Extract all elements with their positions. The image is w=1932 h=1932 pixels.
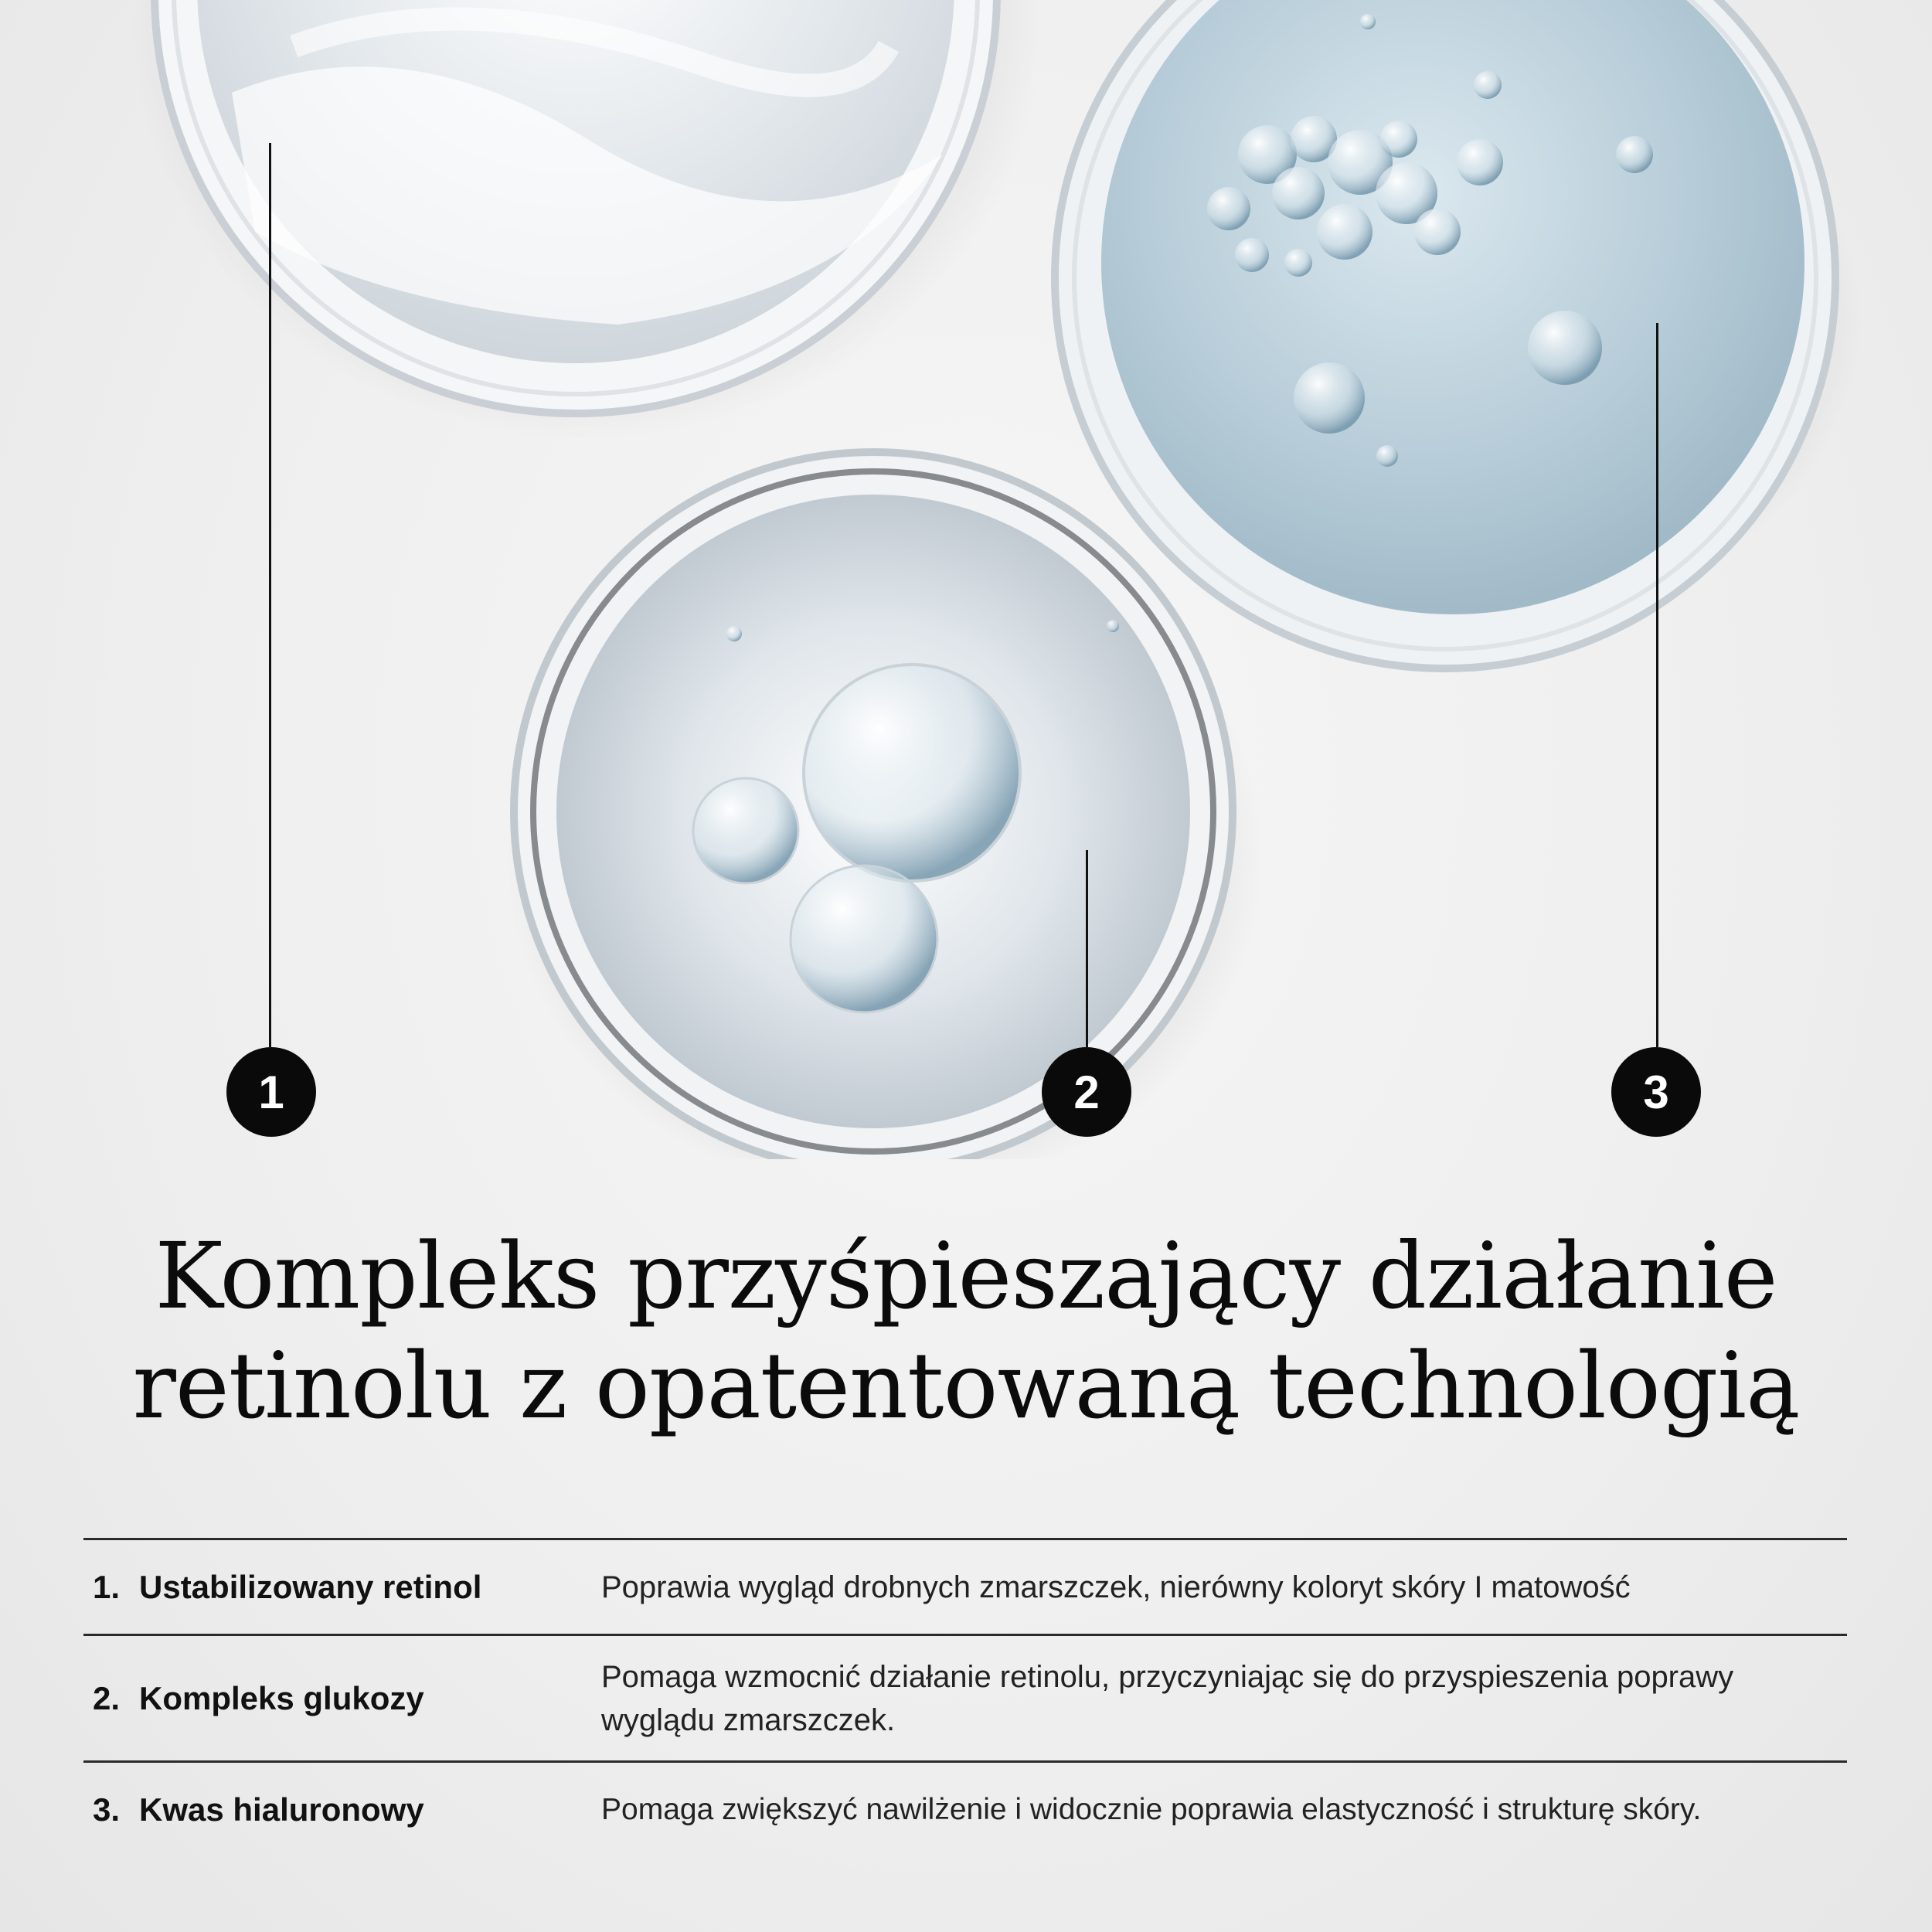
dish-glucose-complex <box>506 452 1264 1159</box>
ingredient-name: Kwas hialuronowy <box>139 1791 424 1828</box>
ingredient-description: Pomaga wzmocnić działanie retinolu, przyczyniając się do przyspieszenia poprawy wyglądu zmarszczek. <box>601 1659 1734 1737</box>
table-row <box>83 1760 1847 1856</box>
dish-retinol <box>131 0 1043 440</box>
table-row <box>83 1538 1847 1634</box>
leader-line-3 <box>1656 323 1658 1047</box>
row-number: 2. <box>93 1679 121 1716</box>
row-number: 1. <box>93 1568 121 1605</box>
table-row <box>83 1634 1847 1760</box>
row-number: 3. <box>93 1791 121 1828</box>
ingredient-description: Poprawia wygląd drobnych zmarszczek, nierówny koloryt skóry I matowość <box>601 1570 1631 1604</box>
headline <box>0 1221 1932 1440</box>
headline-line-1: Kompleks przyśpieszający działanie <box>155 1223 1777 1329</box>
leader-line-1 <box>269 143 271 1047</box>
ingredient-name: Ustabilizowany retinol <box>139 1568 482 1605</box>
leader-line-2 <box>1086 850 1088 1047</box>
marker-2: 2 <box>1042 1047 1131 1137</box>
ingredient-name: Kompleks glukozy <box>139 1679 424 1716</box>
headline-line-2: retinolu z opatentowaną technologią <box>132 1332 1800 1439</box>
ingredient-description: Pomaga zwiększyć nawilżenie i widocznie poprawia elastyczność i strukturę skóry. <box>601 1792 1702 1826</box>
ingredients-table <box>83 1538 1847 1856</box>
marker-1: 1 <box>226 1047 316 1137</box>
dish-hyaluronic-acid <box>1055 0 1862 668</box>
marker-3: 3 <box>1611 1047 1701 1137</box>
